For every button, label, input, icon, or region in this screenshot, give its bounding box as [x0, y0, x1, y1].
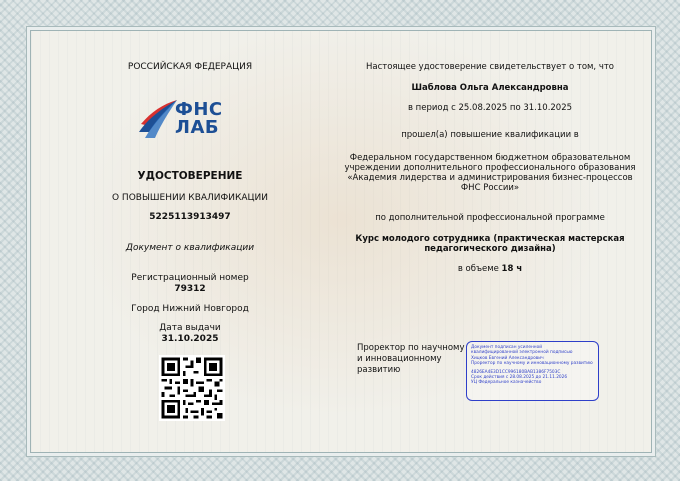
intro-text: Настоящее удостоверение свидетельствует о том, что	[365, 62, 615, 72]
volume-prefix: в объеме	[457, 264, 499, 274]
stamp-line7: УЦ Федеральное казначейство	[471, 380, 542, 386]
city-label: Город Нижний Новгород	[131, 304, 249, 314]
program-volume	[330, 264, 650, 274]
issue-date-label: Дата выдачи	[159, 323, 221, 333]
organization-line4: ФНС России»	[460, 183, 520, 193]
program-line1: Курс молодого сотрудника (практическая мастерская	[355, 234, 625, 244]
stamp-line2: квалифицированной электронной подписью	[471, 350, 573, 356]
passed-text: прошел(а) повышение квалификации в	[401, 130, 579, 140]
stamp-line6: Срок действия с 28.08.2025 до 21.11.2026	[471, 375, 568, 381]
signer-title	[357, 343, 467, 376]
document-type: Документ о квалификации	[125, 243, 255, 253]
organization-line3: «Академия лидерства и администрирования бизнес-процессов	[347, 173, 633, 183]
signer-line2: и инновационному	[357, 354, 442, 364]
signer-line1: Проректор по научному	[357, 343, 465, 353]
document-subtitle: О ПОВЫШЕНИИ КВАЛИФИКАЦИИ	[111, 193, 268, 203]
stamp-line5: 4826EA4E3D1CC996180BAB1386F7503C	[471, 369, 561, 375]
organization-line1: Федеральном государственном бюджетном образовательном	[349, 153, 631, 163]
document-number: 5225113913497	[149, 212, 231, 222]
program-intro: по дополнительной профессиональной программе	[375, 213, 605, 223]
stamp-line4: Проректор по научному и инновационному развитию	[471, 361, 593, 367]
program-name	[330, 234, 650, 254]
organization-line2: учреждении дополнительного профессионального образования	[344, 163, 636, 173]
signer-line3: развитию	[357, 365, 401, 375]
country-label: РОССИЙСКАЯ ФЕДЕРАЦИЯ	[127, 62, 253, 72]
logo-text-line1: ФНС	[175, 99, 223, 120]
issue-date: 31.10.2025	[161, 334, 219, 344]
stamp-line3: Хицков Евгений Александрович	[471, 355, 544, 361]
recipient-name: Шаблова Ольга Александровна	[411, 83, 569, 93]
logo-text	[175, 101, 223, 137]
training-period: в период с 25.08.2025 по 31.10.2025	[407, 103, 573, 113]
electronic-signature-stamp	[466, 341, 599, 401]
volume-value: 18 ч	[501, 264, 523, 274]
organization-name	[330, 153, 650, 193]
program-line2: педагогического дизайна)	[424, 244, 556, 254]
document-title: УДОСТОВЕРЕНИЕ	[137, 170, 243, 182]
fns-lab-logo	[133, 98, 245, 144]
stamp-line1: Документ подписан усиленной	[471, 345, 542, 350]
registration-label: Регистрационный номер	[131, 273, 249, 283]
flag-wing-icon	[133, 98, 179, 144]
qr-code	[159, 355, 225, 421]
logo-text-line2: ЛАБ	[175, 117, 220, 138]
registration-number: 79312	[174, 284, 206, 294]
